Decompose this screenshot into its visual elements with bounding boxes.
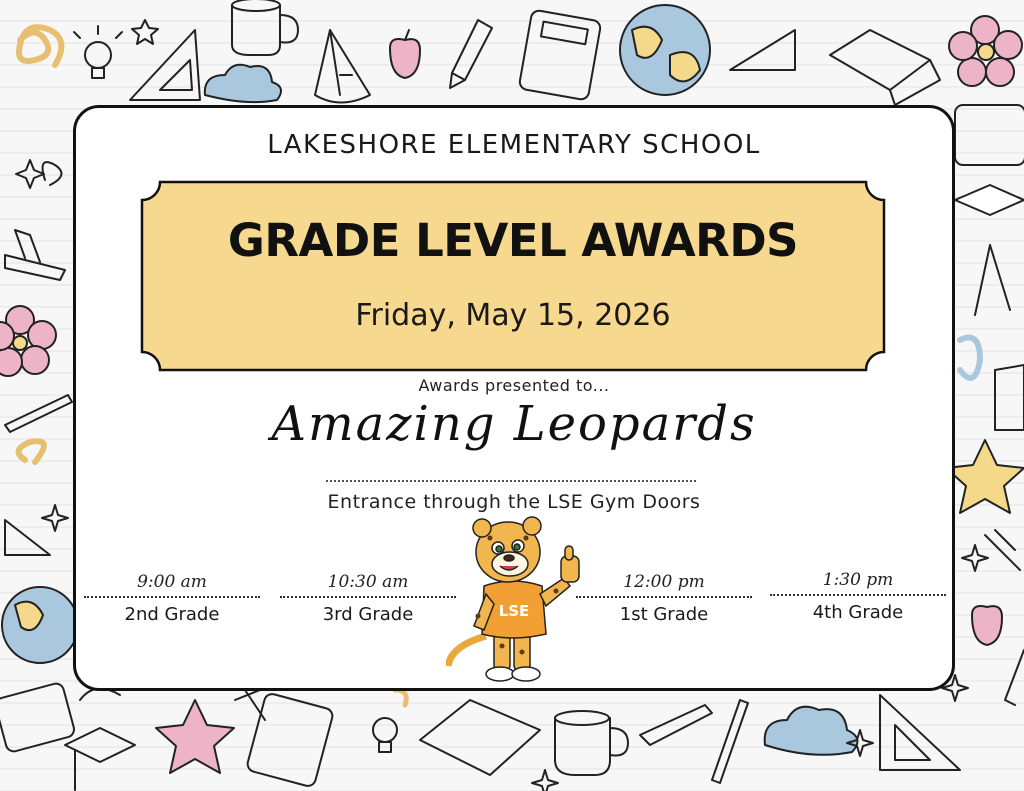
mascot-shirt-text: LSE bbox=[498, 602, 530, 620]
dotted-divider bbox=[326, 480, 696, 482]
slot-dotted-line bbox=[84, 596, 260, 598]
prism-icon bbox=[995, 365, 1024, 430]
slot-dotted-line bbox=[280, 596, 456, 598]
compass-icon bbox=[975, 245, 1010, 315]
slot-time: 10:30 am bbox=[327, 572, 409, 592]
flower-icon bbox=[949, 16, 1022, 86]
entrance-note: Entrance through the LSE Gym Doors bbox=[327, 491, 701, 513]
calculator-icon bbox=[246, 692, 334, 787]
flower-icon bbox=[0, 306, 56, 376]
cloud-doodle bbox=[765, 707, 858, 755]
mug-icon bbox=[232, 0, 298, 55]
book-icon bbox=[830, 30, 940, 105]
slot-grade: 4th Grade bbox=[812, 602, 904, 623]
mug-icon bbox=[555, 711, 628, 775]
slot-time: 1:30 pm bbox=[822, 570, 894, 590]
slot-dotted-line bbox=[770, 594, 946, 596]
graduation-cap-icon bbox=[955, 185, 1024, 215]
slot-time: 12:00 pm bbox=[623, 572, 705, 592]
triangle-ruler-icon bbox=[5, 520, 50, 555]
star-icon bbox=[946, 440, 1024, 513]
pencil-icon bbox=[1005, 650, 1024, 705]
award-card bbox=[73, 105, 955, 691]
cloud-doodle bbox=[205, 65, 281, 102]
bus-icon bbox=[955, 105, 1024, 165]
graduation-cap-icon bbox=[65, 728, 135, 790]
schedule-slot bbox=[770, 568, 946, 623]
slot-grade: 2nd Grade bbox=[124, 604, 220, 625]
pen-icon bbox=[5, 395, 72, 432]
triangle-ruler-icon bbox=[880, 695, 960, 770]
pen-icon bbox=[712, 700, 748, 783]
airplane-icon bbox=[5, 230, 65, 280]
lightbulb-icon bbox=[74, 26, 122, 78]
title-banner bbox=[138, 178, 888, 374]
schedule-slot bbox=[280, 570, 456, 625]
schedule-slot bbox=[84, 570, 260, 625]
slot-grade: 3rd Grade bbox=[322, 604, 414, 625]
right-triangle-icon bbox=[730, 30, 795, 70]
apple-icon bbox=[390, 30, 420, 78]
pencil-icon bbox=[450, 20, 492, 88]
calculator-icon bbox=[519, 10, 602, 101]
schedule-slot bbox=[576, 570, 752, 625]
bus-icon bbox=[0, 682, 76, 753]
event-title: GRADE LEVEL AWARDS bbox=[227, 214, 799, 267]
leopard-mascot bbox=[446, 516, 591, 684]
book-icon bbox=[420, 700, 540, 775]
slot-dotted-line bbox=[576, 596, 752, 598]
airplane-icon bbox=[640, 705, 712, 745]
globe-icon bbox=[620, 5, 710, 95]
cone-icon bbox=[315, 30, 370, 103]
star-icon bbox=[156, 700, 234, 773]
event-date: Friday, May 15, 2026 bbox=[355, 298, 671, 333]
pushpin-icon bbox=[985, 530, 1020, 570]
school-name: LAKESHORE ELEMENTARY SCHOOL bbox=[267, 130, 761, 160]
slot-grade: 1st Grade bbox=[619, 604, 709, 625]
star-icon bbox=[132, 20, 158, 44]
globe-icon bbox=[2, 587, 78, 663]
slot-time: 9:00 am bbox=[137, 572, 207, 592]
presented-text: Awards presented to... bbox=[418, 376, 610, 395]
honoree-name: Amazing Leopards bbox=[271, 396, 757, 452]
spiral-doodle bbox=[19, 27, 61, 65]
apple-icon bbox=[972, 606, 1002, 645]
triangle-ruler-icon bbox=[130, 30, 200, 100]
lightbulb-icon bbox=[373, 718, 397, 752]
